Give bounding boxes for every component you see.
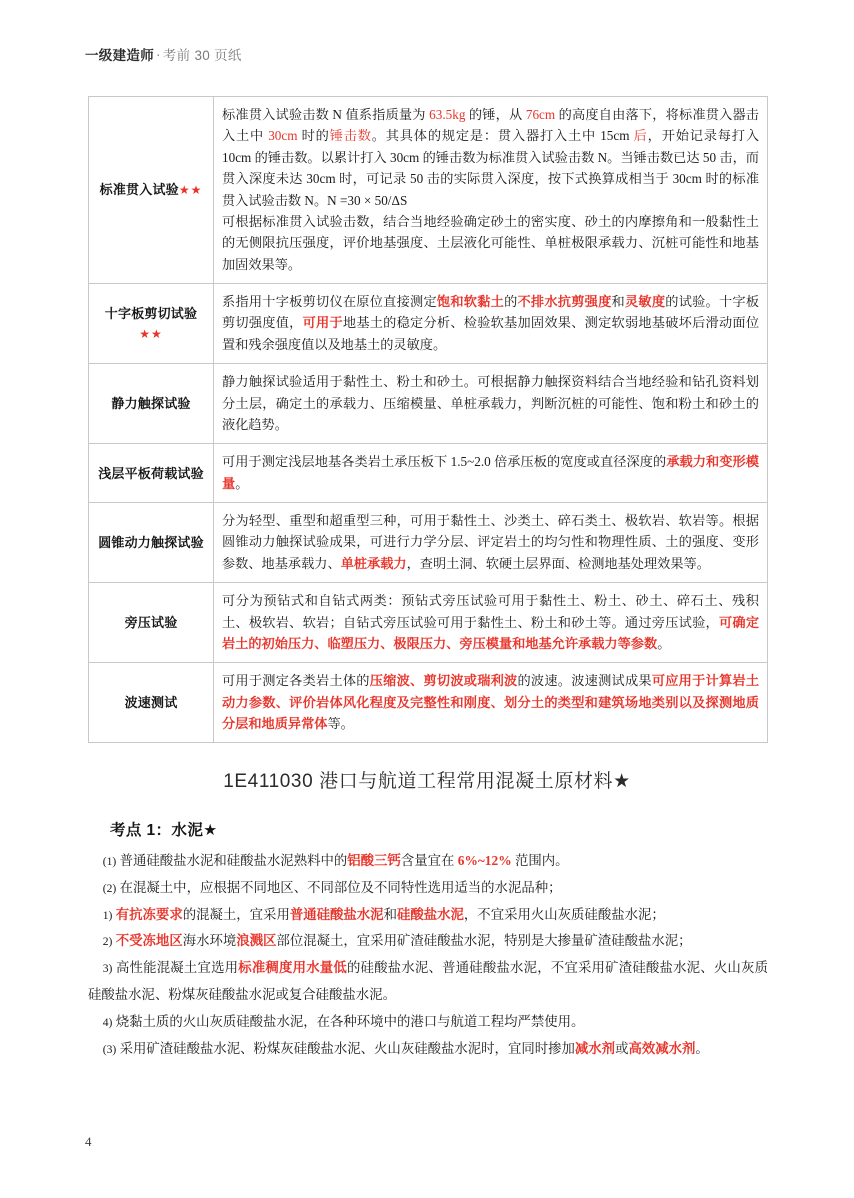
row-content-cell [214,583,768,663]
text-run: 和 [611,294,625,309]
row-content-cell [214,503,768,583]
text-run: 1) [102,908,113,922]
text-run: 3) [102,962,113,976]
body-paragraph [88,1036,768,1063]
header-title: 一级建造师 [85,48,154,63]
running-header [85,44,242,64]
text-run: 或 [615,1040,629,1056]
header-separator: · [156,48,161,63]
text-run: 2) [102,935,113,949]
kaodian-heading: 考点 1：水泥★ [110,822,218,839]
table-row [89,663,768,743]
row-label-cell [89,284,214,364]
text-run: 的硅酸盐水泥、普通硅酸盐水泥，不宜采用矿渣硅酸盐水泥、火山灰质硅酸盐水泥、粉煤灰硅酸盐水泥或复合硅酸盐水泥。 [88,960,769,1003]
test-methods-table [88,96,768,743]
highlighted-text: 减水剂 [574,1040,616,1056]
text-run: 的 [504,294,518,309]
table-row [89,364,768,444]
row-label-text: 旁压试验 [124,615,178,631]
cell-paragraph [222,451,759,494]
text-run: 范围内。 [511,853,569,868]
text-run: 和 [383,906,397,922]
highlighted-text: 不排水抗剪强度 [517,294,612,309]
row-label-cell [89,444,214,503]
table-row [89,444,768,503]
body-paragraph [88,875,768,902]
highlighted-text: 灵敏度 [624,294,666,309]
cell-paragraph [222,211,759,275]
text-run: ，不宜采用火山灰质硅酸盐水泥； [463,906,665,922]
text-run: 的高度自由落下，将标准贯入器击入土中 [222,107,759,144]
row-label-cell [89,503,214,583]
body-paragraph [88,848,768,875]
row-label-text: 十字板剪切试验 [104,305,198,321]
cell-paragraph [222,104,759,211]
row-label-text: 圆锥动力触探试验 [98,535,204,551]
row-content-cell [214,97,768,284]
highlighted-text: 普通硅酸盐水泥 [289,906,384,922]
highlighted-text: 铝酸三钙 [347,853,401,868]
row-label-text: 静力触探试验 [111,396,191,412]
cell-paragraph [222,510,759,574]
text-run: 高性能混凝土宜选用 [112,960,239,976]
body-paragraph [88,928,768,955]
text-run: 烧黏土质的火山灰质硅酸盐水泥，在各种环境中的港口与航道工程均严禁使用。 [112,1013,585,1029]
text-run: (3) [102,1042,117,1056]
text-run: 等。 [327,716,354,731]
header-subtitle: 考前 30 页纸 [162,48,242,63]
row-label-cell [89,663,214,743]
highlighted-text: 可用于 [302,315,343,331]
star-rating-icon: ★★ [139,326,163,341]
text-run: 海水环境 [182,933,237,949]
text-run: 的混凝土，宜采用 [182,906,290,922]
table-row [89,284,768,364]
row-label-text: 波速测试 [124,695,178,711]
highlighted-text: 浪溅区 [236,933,277,949]
section-body [88,848,768,1063]
text-run: 4) [102,1015,113,1029]
highlighted-text: 高效减水剂 [628,1040,696,1056]
text-run: 分为轻型、重型和超重型三种，可用于黏性土、沙类土、碎石类土、极软岩、软岩等。根据圆锥动力触探试验成果，可进行力学分层、评定岩土的均匀性和物理性质、土的强度、变形参数、地基承载力、 [222,513,759,571]
section-heading: 1E411030 港口与航道工程常用混凝土原材料★ [223,771,631,792]
highlighted-text: 标准稠度用水量低 [238,960,347,976]
highlighted-text: 承载力和变形模量 [222,454,759,491]
cell-paragraph [222,590,759,654]
cell-paragraph [222,291,759,355]
highlighted-text: 不受冻地区 [115,933,183,949]
text-run: 部位混凝土，宜采用矿渣硅酸盐水泥，特别是大掺量矿渣硅酸盐水泥； [276,933,692,949]
text-run: 可分为预钻式和自钻式两类：预钻式旁压试验可用于黏性土、粉土、砂土、碎石土、残积土、极软岩、软岩；自钻式旁压试验可用于黏性土、粉土和砂土等。通过旁压试验， [222,593,759,630]
row-label-cell [89,364,214,444]
text-run: (1) [102,855,117,868]
text-run: 在混凝土中，应根据不同地区、不同部位及不同特性选用适当的水泥品种； [116,879,562,895]
body-paragraph [88,1009,768,1036]
text-run: 的试验。十字板剪切强度值， [222,294,760,331]
text-run: 地基土的稳定分析、检验软基加固效果、测定软弱地基破坏后滑动面位置和残余强度值以及地基土的灵敏度。 [222,315,760,352]
highlighted-text: 6%~12% [457,853,512,868]
text-run: 。 [657,635,671,651]
text-run: 的锤，从 [465,107,526,122]
table-row [89,583,768,663]
text-run: 可用于测定各类岩土体的 [222,673,370,689]
text-run: 含量宜在 [400,853,458,868]
text-run: 。其具体的规定是：贯入器打入土中 15cm [371,128,634,144]
text-run: 可用于测定浅层地基各类岩土承压板下 1.5~2.0 倍承压板的宽度或直径深度的 [222,454,667,470]
text-run: 标准贯入试验击数 N 值系指质量为 [222,107,430,122]
text-run: 静力触探试验适用于黏性土、粉土和砂土。可根据静力触探资料结合当地经验和钻孔资料划分土层，确定土的承载力、压缩模量、单桩承载力，判断沉桩的可能性、饱和粉土和砂土的液化趋势。 [222,374,759,432]
body-paragraph [88,902,768,929]
highlighted-text: 有抗冻要求 [115,906,183,922]
text-run: ，查明土洞、软硬土层界面、检测地基处理效果等。 [406,555,710,571]
body-paragraph [88,955,768,1009]
text-run: 普通硅酸盐水泥和硅酸盐水泥熟料中的 [116,853,348,868]
row-content-cell [214,663,768,743]
text-run: 系指用十字板剪切仪在原位直接测定 [222,294,437,309]
highlighted-text: 后 [633,128,648,144]
cell-paragraph [222,371,759,435]
text-run: 。 [695,1040,709,1056]
row-content-cell [214,444,768,503]
text-run: 的波速。波速测试成果 [517,673,652,689]
table-row [89,97,768,284]
text-run: (2) [102,881,117,895]
page-number: 4 [85,1134,92,1149]
row-label-cell [89,583,214,663]
row-content-cell [214,284,768,364]
text-run: 可根据标准贯入试验击数，结合当地经验确定砂土的密实度、砂土的内摩擦角和一般黏性土的无侧限抗压强度，评价地基强度、土层液化可能性、单桩极限承载力、沉桩可能性和地基加固效果等。 [222,213,759,272]
highlighted-text: 可确定岩土的初始压力、临塑压力、极限压力、旁压模量和地基允许承载力等参数 [222,614,760,651]
row-content-cell [214,364,768,444]
text-run: 采用矿渣硅酸盐水泥、粉煤灰硅酸盐水泥、火山灰硅酸盐水泥时，宜同时掺加 [116,1040,575,1056]
text-run: ，开始记录每打入 10cm 的锤击数。以累计打入 30cm 的锤击数为标准贯入试验击数 N。当锤击数已达 50 击，而贯入深度未达 30cm 时，可记录 50 击的实际贯入深度，按下式换算成相当于 30cm 时的标准贯入试验击数 N。N =30 × 50/ΔS [222,128,760,208]
highlighted-text: 硅酸盐水泥 [396,906,464,922]
star-rating-icon: ★★ [178,183,203,198]
highlighted-text: 30cm [268,128,298,144]
highlighted-text: 饱和软黏土 [436,294,505,309]
highlighted-text: 压缩波、剪切波或瑞利波 [369,673,518,689]
table-row [89,503,768,583]
cell-paragraph [222,670,759,734]
table-body [89,97,768,743]
highlighted-text: 单桩承载力 [340,555,407,571]
text-run: 。 [235,475,249,491]
highlighted-text: 可应用于计算岩土动力参数、评价岩体风化程度及完整性和刚度、划分土的类型和建筑场地类别以及探测地质分层和地质异常体 [222,673,760,731]
row-label-text: 标准贯入试验 [99,182,179,198]
highlighted-text: 63.5kg [429,107,466,122]
row-label-text: 浅层平板荷载试验 [98,465,204,481]
text-run: 时的 [297,128,330,144]
highlighted-text: 锤击数 [329,128,372,144]
row-label-cell [89,97,214,284]
highlighted-text: 76cm [525,107,556,122]
